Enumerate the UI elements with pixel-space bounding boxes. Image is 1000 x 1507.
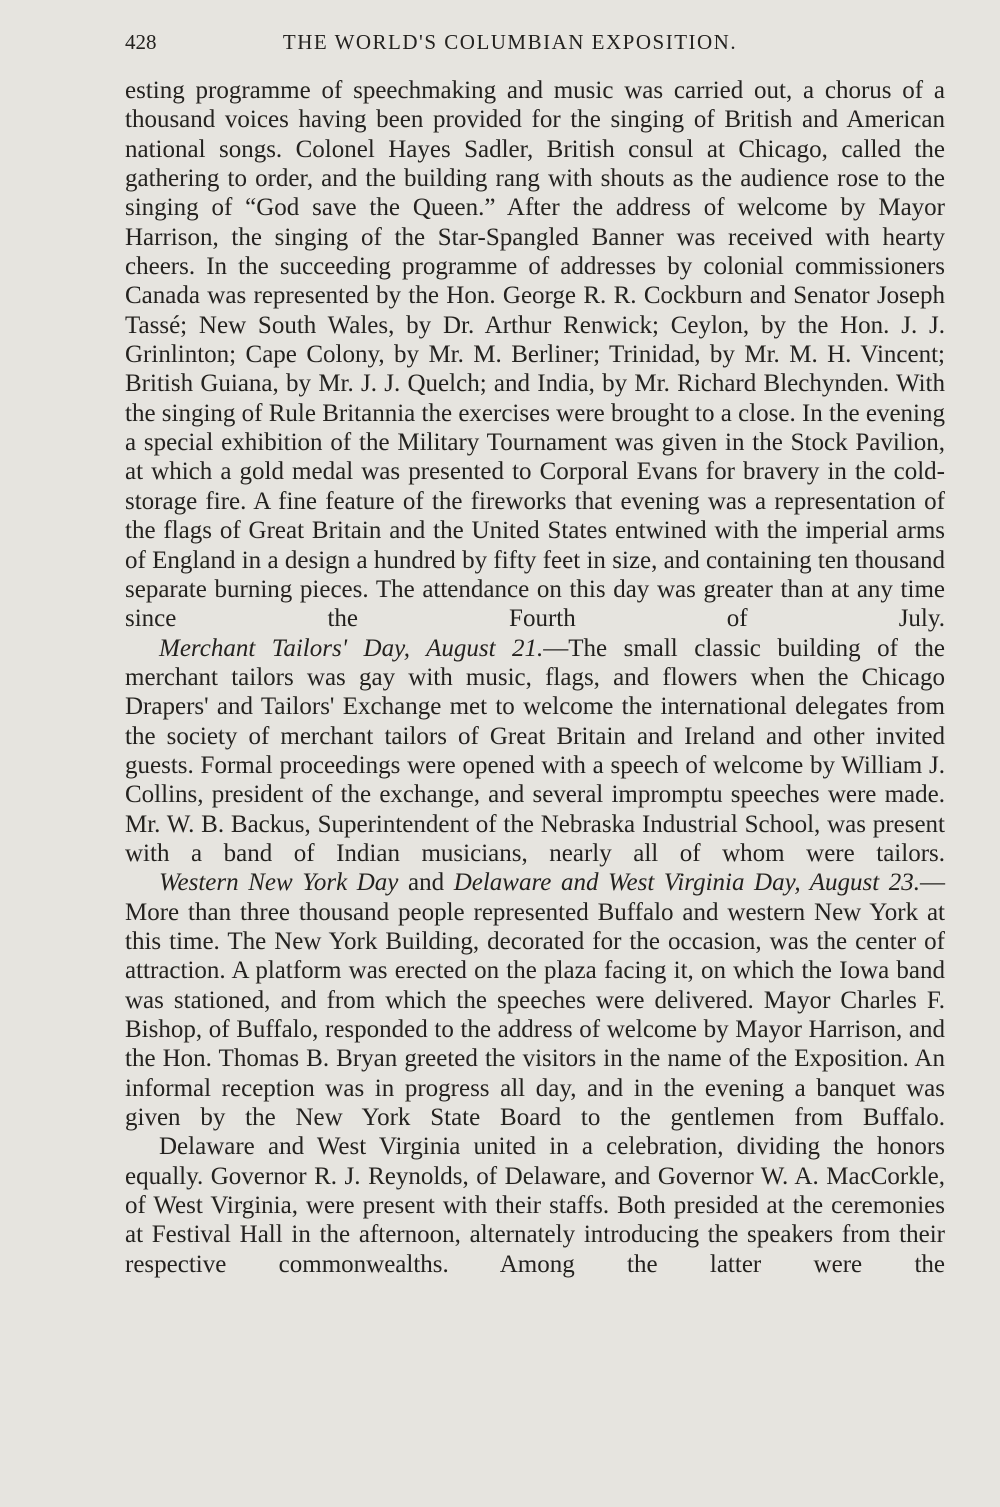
paragraph-merchant-tailors [125,634,945,869]
page-number: 428 [125,30,157,54]
paragraph-delaware-west-virginia: Delaware and West Virginia united in a celebration, dividing the honors equally. Governor R. J. Reynolds, of Delaware, and Governor W. A. MacCorkle, of West Virginia, were present with their staffs. Both presided at the ceremonies at Festival Hall in the afternoon, alternately introducing the speakers from their respective commonwealths. Among the latter were the [125,1133,945,1278]
paragraph-continuation: esting programme of speechmaking and music was carried out, a chorus of a thousand voices having been provided for the singing of British and American national songs. Colonel Hayes Sadler, British consul at Chicago, called the gathering to order, and the building rang with shouts as the audience rose to the singing of “God save the Queen.” After the address of welcome by Mayor Harrison, the singing of the Star-Spangled Banner was received with hearty cheers. In the succeeding programme of addresses by colonial commissioners Canada was represented by the Hon. George R. R. Cockburn and Senator Joseph Tassé; New South Wales, by Dr. Arthur Renwick; Ceylon, by the Hon. J. J. Grinlinton; Cape Colony, by Mr. M. Berliner; Trinidad, by Mr. M. H. Vincent; British Guiana, by Mr. J. J. Quelch; and India, by Mr. Richard Blechynden. With the singing of Rule Britannia the exercises were brought to a close. In the evening a special exhibition of the Military Tournament was given in the Stock Pavilion, at which a gold medal was presented to Corporal Evans for bravery in the cold-storage fire. A fine feature of the fireworks that evening was a representation of the flags of Great Britain and the United States entwined with the imperial arms of England in a design a hundred by fifty feet in size, and containing ten thousand separate burning pieces. The attendance on this day was greater than at any time since the Fourth of July. [125,77,945,633]
section-heading-western-new-york: Western New York Day [159,869,399,897]
heading-join: and [398,869,454,897]
running-head: THE WORLD'S COLUMBIAN EXPOSITION. [282,30,738,54]
section-heading-delaware-west-virginia: Delaware and West Virginia Day, August 23. [453,869,920,897]
paragraph-text: —The small classic building of the merchant tailors was gay with music, flags, and flowers when the Chicago Drapers' and Tailors' Exchange met to welcome the international delegates from the society of merchant tailors of Great Britain and Ireland and other invited guests. Formal proceedings were opened with a speech of welcome by William J. Collins, president of the exchange, and several impromptu speeches were made. Mr. W. B. Backus, Superintendent of the Nebraska Industrial School, was present with a band of Indian musicians, nearly all of whom were tailors. [125,634,946,867]
page-header [125,30,945,64]
paragraph-western-new-york [125,868,945,1132]
section-heading-merchant-tailors: Merchant Tailors' Day, August 21. [159,634,544,662]
page-body [125,76,945,1279]
paragraph-text: —More than three thousand people represented Buffalo and western New York at this time. The New York Building, decorated for the occasion, was the center of attraction. A platform was erected on the plaza facing it, on which the Iowa band was stationed, and from which the speeches were delivered. Mayor Charles F. Bishop, of Buffalo, responded to the address of welcome by Mayor Harrison, and the Hon. Thomas B. Bryan greeted the visitors in the name of the Exposition. An informal reception was in progress all day, and in the evening a banquet was given by the New York State Board to the gentlemen from Buffalo. [125,869,945,1132]
